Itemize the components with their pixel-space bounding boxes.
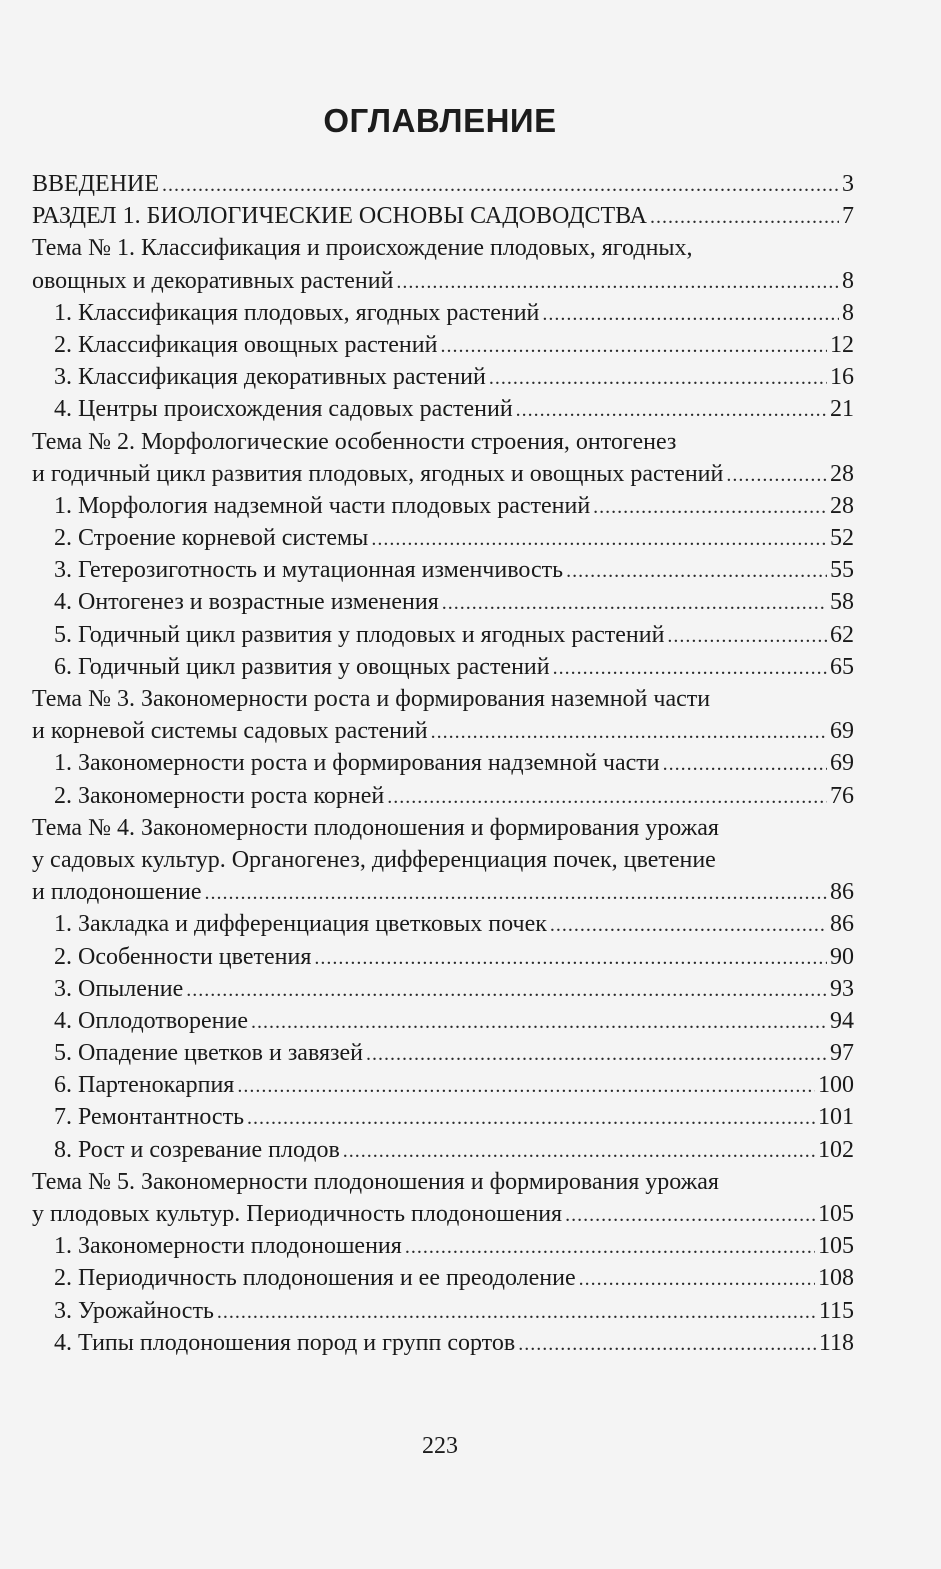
toc-entry-page: 86 xyxy=(830,879,854,906)
toc-entry-text: 7. Ремонтантность xyxy=(54,1104,245,1131)
toc-entry-text: 1. Закономерности роста и формирования надземной части xyxy=(54,750,660,777)
toc-subentry xyxy=(32,329,854,361)
toc-entry-text: 1. Закладка и дифференциация цветковых почек xyxy=(54,911,547,938)
toc-entry-page: 102 xyxy=(818,1136,854,1163)
toc-entry-section-1 xyxy=(32,200,854,232)
toc-entry-page: 12 xyxy=(830,331,854,358)
dot-leader xyxy=(553,652,827,684)
toc-entry-text: у садовых культур. Органогенез, дифференциация почек, цветение xyxy=(32,846,716,873)
toc-entry-text: 5. Опадение цветков и завязей xyxy=(54,1040,363,1067)
toc-topic-4-heading xyxy=(32,844,854,876)
toc-entry-page: 118 xyxy=(818,1329,854,1356)
toc-subentry xyxy=(32,1230,854,1262)
toc-entry-text: 2. Классификация овощных растений xyxy=(54,331,438,358)
toc-subentry xyxy=(32,361,854,393)
toc-entry-introduction xyxy=(32,168,854,200)
toc-entry-text: 5. Годичный цикл развития у плодовых и ягодных растений xyxy=(54,621,665,648)
toc-entry-text: 1. Морфология надземной части плодовых растений xyxy=(54,492,591,519)
toc-topic-3-heading xyxy=(32,683,854,715)
dot-leader xyxy=(566,555,827,587)
toc-topic-4-heading xyxy=(32,812,854,844)
toc-subentry xyxy=(32,522,854,554)
toc-entry-text: 2. Строение корневой системы xyxy=(54,525,369,552)
dot-leader xyxy=(366,1038,827,1070)
toc-entry-page: 76 xyxy=(830,782,854,809)
toc-entry-text: 6. Партенокарпия xyxy=(54,1072,235,1099)
toc-entry-page: 97 xyxy=(830,1040,854,1067)
dot-leader xyxy=(516,394,827,426)
dot-leader xyxy=(431,716,827,748)
toc-topic-3 xyxy=(32,715,854,747)
toc-entry-page: 28 xyxy=(830,492,854,519)
toc-subentry xyxy=(32,941,854,973)
toc-entry-page: 105 xyxy=(818,1201,854,1227)
toc-topic-2-heading xyxy=(32,426,854,458)
toc-subentry xyxy=(32,908,854,940)
toc-topic-4 xyxy=(32,876,854,908)
dot-leader xyxy=(565,1199,815,1231)
toc-entry-text: 3. Классификация декоративных растений xyxy=(54,364,486,391)
toc-entry-text: Тема № 2. Морфологические особенности строения, онтогенез xyxy=(32,428,677,455)
dot-leader xyxy=(579,1263,815,1295)
toc-subentry xyxy=(32,490,854,522)
toc-entry-text: 4. Оплодотворение xyxy=(54,1007,249,1034)
toc-entry-text: 4. Центры происхождения садовых растений xyxy=(54,396,513,423)
toc-entry-text: Тема № 5. Закономерности плодоношения и формирования урожая xyxy=(32,1168,719,1195)
toc-entry-text: ВВЕДЕНИЕ xyxy=(32,171,160,197)
dot-leader xyxy=(162,169,839,201)
toc-subentry xyxy=(32,747,854,779)
toc-subentry xyxy=(32,651,854,683)
toc-topic-5 xyxy=(32,1198,854,1230)
toc-entry-text: 1. Классификация плодовых, ягодных растений xyxy=(54,299,540,326)
toc-subentry xyxy=(32,1262,854,1294)
toc-subentry xyxy=(32,1101,854,1133)
toc-entry-text: и годичный цикл развития плодовых, ягодных и овощных растений xyxy=(32,460,724,487)
dot-leader xyxy=(186,974,827,1006)
toc-subentry xyxy=(32,780,854,812)
toc-entry-page: 69 xyxy=(830,718,854,745)
toc-entry-text: 8. Рост и созревание плодов xyxy=(54,1136,340,1163)
toc-entry-text: 3. Гетерозиготность и мутационная изменчивость xyxy=(54,557,564,584)
toc-entry-page: 69 xyxy=(830,750,854,777)
toc-subentry xyxy=(32,1005,854,1037)
toc-entry-text: 3. Опыление xyxy=(54,975,184,1002)
dot-leader xyxy=(396,266,839,298)
toc-entry-page: 101 xyxy=(818,1104,854,1131)
page-number: 223 xyxy=(422,1433,458,1459)
toc-subentry xyxy=(32,1295,854,1327)
toc-entry-page: 62 xyxy=(830,621,854,648)
toc-subentry xyxy=(32,393,854,425)
toc-entry-page: 3 xyxy=(842,171,854,197)
toc-entry-text: и плодоношение xyxy=(32,879,202,906)
toc-entry-page: 8 xyxy=(842,267,854,294)
toc-entry-page: 93 xyxy=(830,975,854,1002)
dot-leader xyxy=(518,1328,816,1360)
toc-topic-1-heading xyxy=(32,232,854,264)
dot-leader xyxy=(247,1102,815,1134)
dot-leader xyxy=(550,909,827,941)
toc-entry-text: Тема № 1. Классификация и происхождение плодовых, ягодных, xyxy=(32,235,693,262)
toc-subentry xyxy=(32,1134,854,1166)
toc-entry-page: 21 xyxy=(830,396,854,423)
toc-entry-text: Тема № 4. Закономерности плодоношения и формирования урожая xyxy=(32,814,719,841)
dot-leader xyxy=(726,459,827,491)
toc-entry-text: 4. Онтогенез и возрастные изменения xyxy=(54,589,439,616)
table-of-contents xyxy=(32,168,854,1359)
toc-entry-page: 90 xyxy=(830,943,854,970)
dot-leader xyxy=(251,1006,827,1038)
toc-entry-page: 115 xyxy=(818,1297,854,1324)
toc-entry-text: у плодовых культур. Периодичность плодоношения xyxy=(32,1201,563,1227)
toc-entry-text: овощных и декоративных растений xyxy=(32,267,394,294)
toc-entry-page: 52 xyxy=(830,525,854,552)
dot-leader xyxy=(217,1296,816,1328)
toc-entry-text: Тема № 3. Закономерности роста и формирования наземной части xyxy=(32,686,711,712)
toc-entry-text: 2. Особенности цветения xyxy=(54,943,312,970)
toc-entry-page: 16 xyxy=(830,364,854,391)
toc-entry-page: 58 xyxy=(830,589,854,616)
dot-leader xyxy=(405,1231,815,1263)
toc-entry-page: 28 xyxy=(830,460,854,487)
toc-entry-text: 6. Годичный цикл развития у овощных растений xyxy=(54,653,550,680)
toc-entry-text: РАЗДЕЛ 1. БИОЛОГИЧЕСКИЕ ОСНОВЫ САДОВОДСТВА xyxy=(32,203,647,230)
dot-leader xyxy=(663,748,827,780)
dot-leader xyxy=(237,1070,815,1102)
dot-leader xyxy=(667,620,827,652)
toc-subentry xyxy=(32,1037,854,1069)
toc-entry-text: 2. Периодичность плодоношения и ее преодоление xyxy=(54,1265,576,1292)
page-title: ОГЛАВЛЕНИЕ xyxy=(323,102,557,139)
dot-leader xyxy=(489,362,827,394)
toc-entry-page: 65 xyxy=(830,653,854,680)
toc-entry-page: 100 xyxy=(818,1072,854,1099)
toc-subentry xyxy=(32,297,854,329)
dot-leader xyxy=(440,330,827,362)
toc-subentry xyxy=(32,973,854,1005)
dot-leader xyxy=(442,587,827,619)
toc-entry-page: 7 xyxy=(842,203,854,230)
toc-entry-text: 3. Урожайность xyxy=(54,1297,214,1324)
dot-leader xyxy=(343,1135,815,1167)
toc-entry-page: 55 xyxy=(830,557,854,584)
dot-leader xyxy=(314,942,827,974)
toc-topic-1 xyxy=(32,265,854,297)
toc-entry-text: 2. Закономерности роста корней xyxy=(54,782,385,809)
dot-leader xyxy=(205,877,828,909)
toc-entry-text: 4. Типы плодоношения пород и групп сортов xyxy=(54,1329,516,1356)
toc-entry-page: 8 xyxy=(842,299,854,326)
toc-entry-text: и корневой системы садовых растений xyxy=(32,718,428,745)
dot-leader xyxy=(593,491,827,523)
toc-entry-text: 1. Закономерности плодоношения xyxy=(54,1233,402,1260)
toc-entry-page: 108 xyxy=(818,1265,854,1292)
toc-subentry xyxy=(32,1327,854,1359)
toc-topic-2 xyxy=(32,458,854,490)
toc-subentry xyxy=(32,1069,854,1101)
toc-subentry xyxy=(32,586,854,618)
toc-subentry xyxy=(32,619,854,651)
dot-leader xyxy=(542,298,839,330)
toc-entry-page: 94 xyxy=(830,1007,854,1034)
dot-leader xyxy=(387,781,827,813)
toc-topic-5-heading xyxy=(32,1166,854,1198)
toc-entry-page: 86 xyxy=(830,911,854,938)
dot-leader xyxy=(650,201,839,233)
dot-leader xyxy=(371,523,827,555)
toc-subentry xyxy=(32,554,854,586)
toc-entry-page: 105 xyxy=(818,1233,854,1260)
